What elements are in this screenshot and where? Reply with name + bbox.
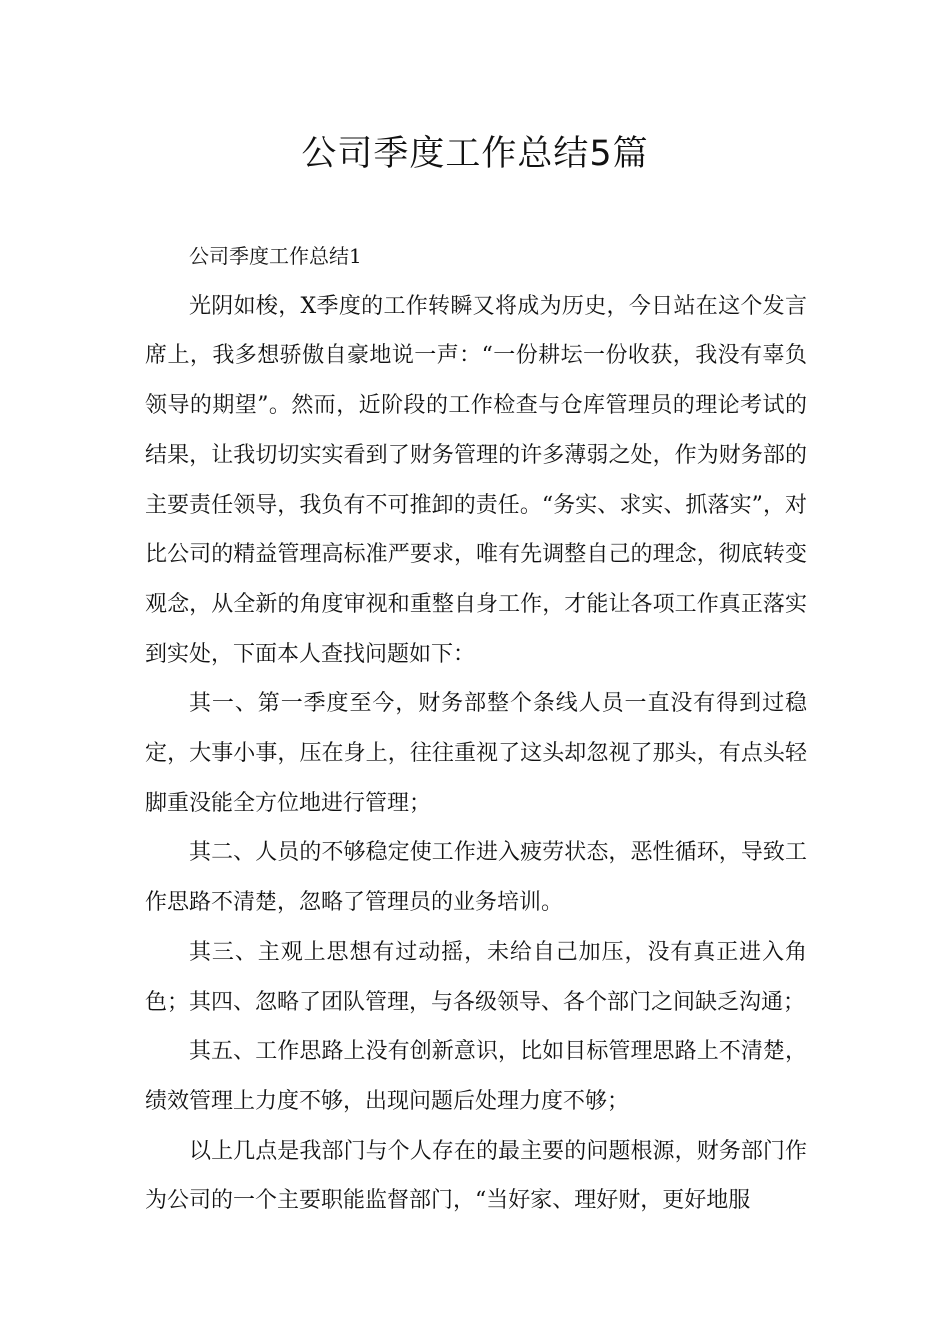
section-heading: 公司季度工作总结1 [189, 244, 362, 268]
document-body [145, 232, 807, 1226]
document-title: 公司季度工作总结5篇 [301, 134, 649, 174]
paragraph-intro: 光阴如梭，X季度的工作转瞬又将成为历史，今日站在这个发言席上，我多想骄傲自豪地说一声：“一份耕坛一份收获，我没有辜负领导的期望”。然而，近阶段的工作检查与仓库管理员的理论考试的结果，让我切切实实看到了财务管理的许多薄弱之处，作为财务部的主要责任领导，我负有不可推卸的责任。“务实、求实、抓落实”，对比公司的精益管理高标准严要求，唯有先调整自己的理念，彻底转变观念，从全新的角度审视和重整自身工作，才能让各项工作真正落实到实处，下面本人查找问题如下： [145, 293, 807, 667]
paragraph-issue-5: 其五、工作思路上没有创新意识，比如目标管理思路上不清楚，绩效管理上力度不够，出现问题后处理力度不够； [145, 1039, 807, 1114]
paragraph-issue-3-4: 其三、主观上思想有过动摇，未给自己加压，没有真正进入角色；其四、忽略了团队管理，与各级领导、各个部门之间缺乏沟通； [145, 939, 807, 1015]
paragraph-summary: 以上几点是我部门与个人存在的最主要的问题根源，财务部门作为公司的一个主要职能监督部门，“当好家、理好财，更好地服 [145, 1138, 807, 1214]
paragraph-issue-1: 其一、第一季度至今，财务部整个条线人员一直没有得到过稳定，大事小事，压在身上，往往重视了这头却忽视了那头，有点头轻脚重没能全方位地进行管理； [145, 691, 807, 816]
paragraph-issue-2: 其二、人员的不够稳定使工作进入疲劳状态，恶性循环，导致工作思路不清楚，忽略了管理员的业务培训。 [145, 840, 807, 916]
